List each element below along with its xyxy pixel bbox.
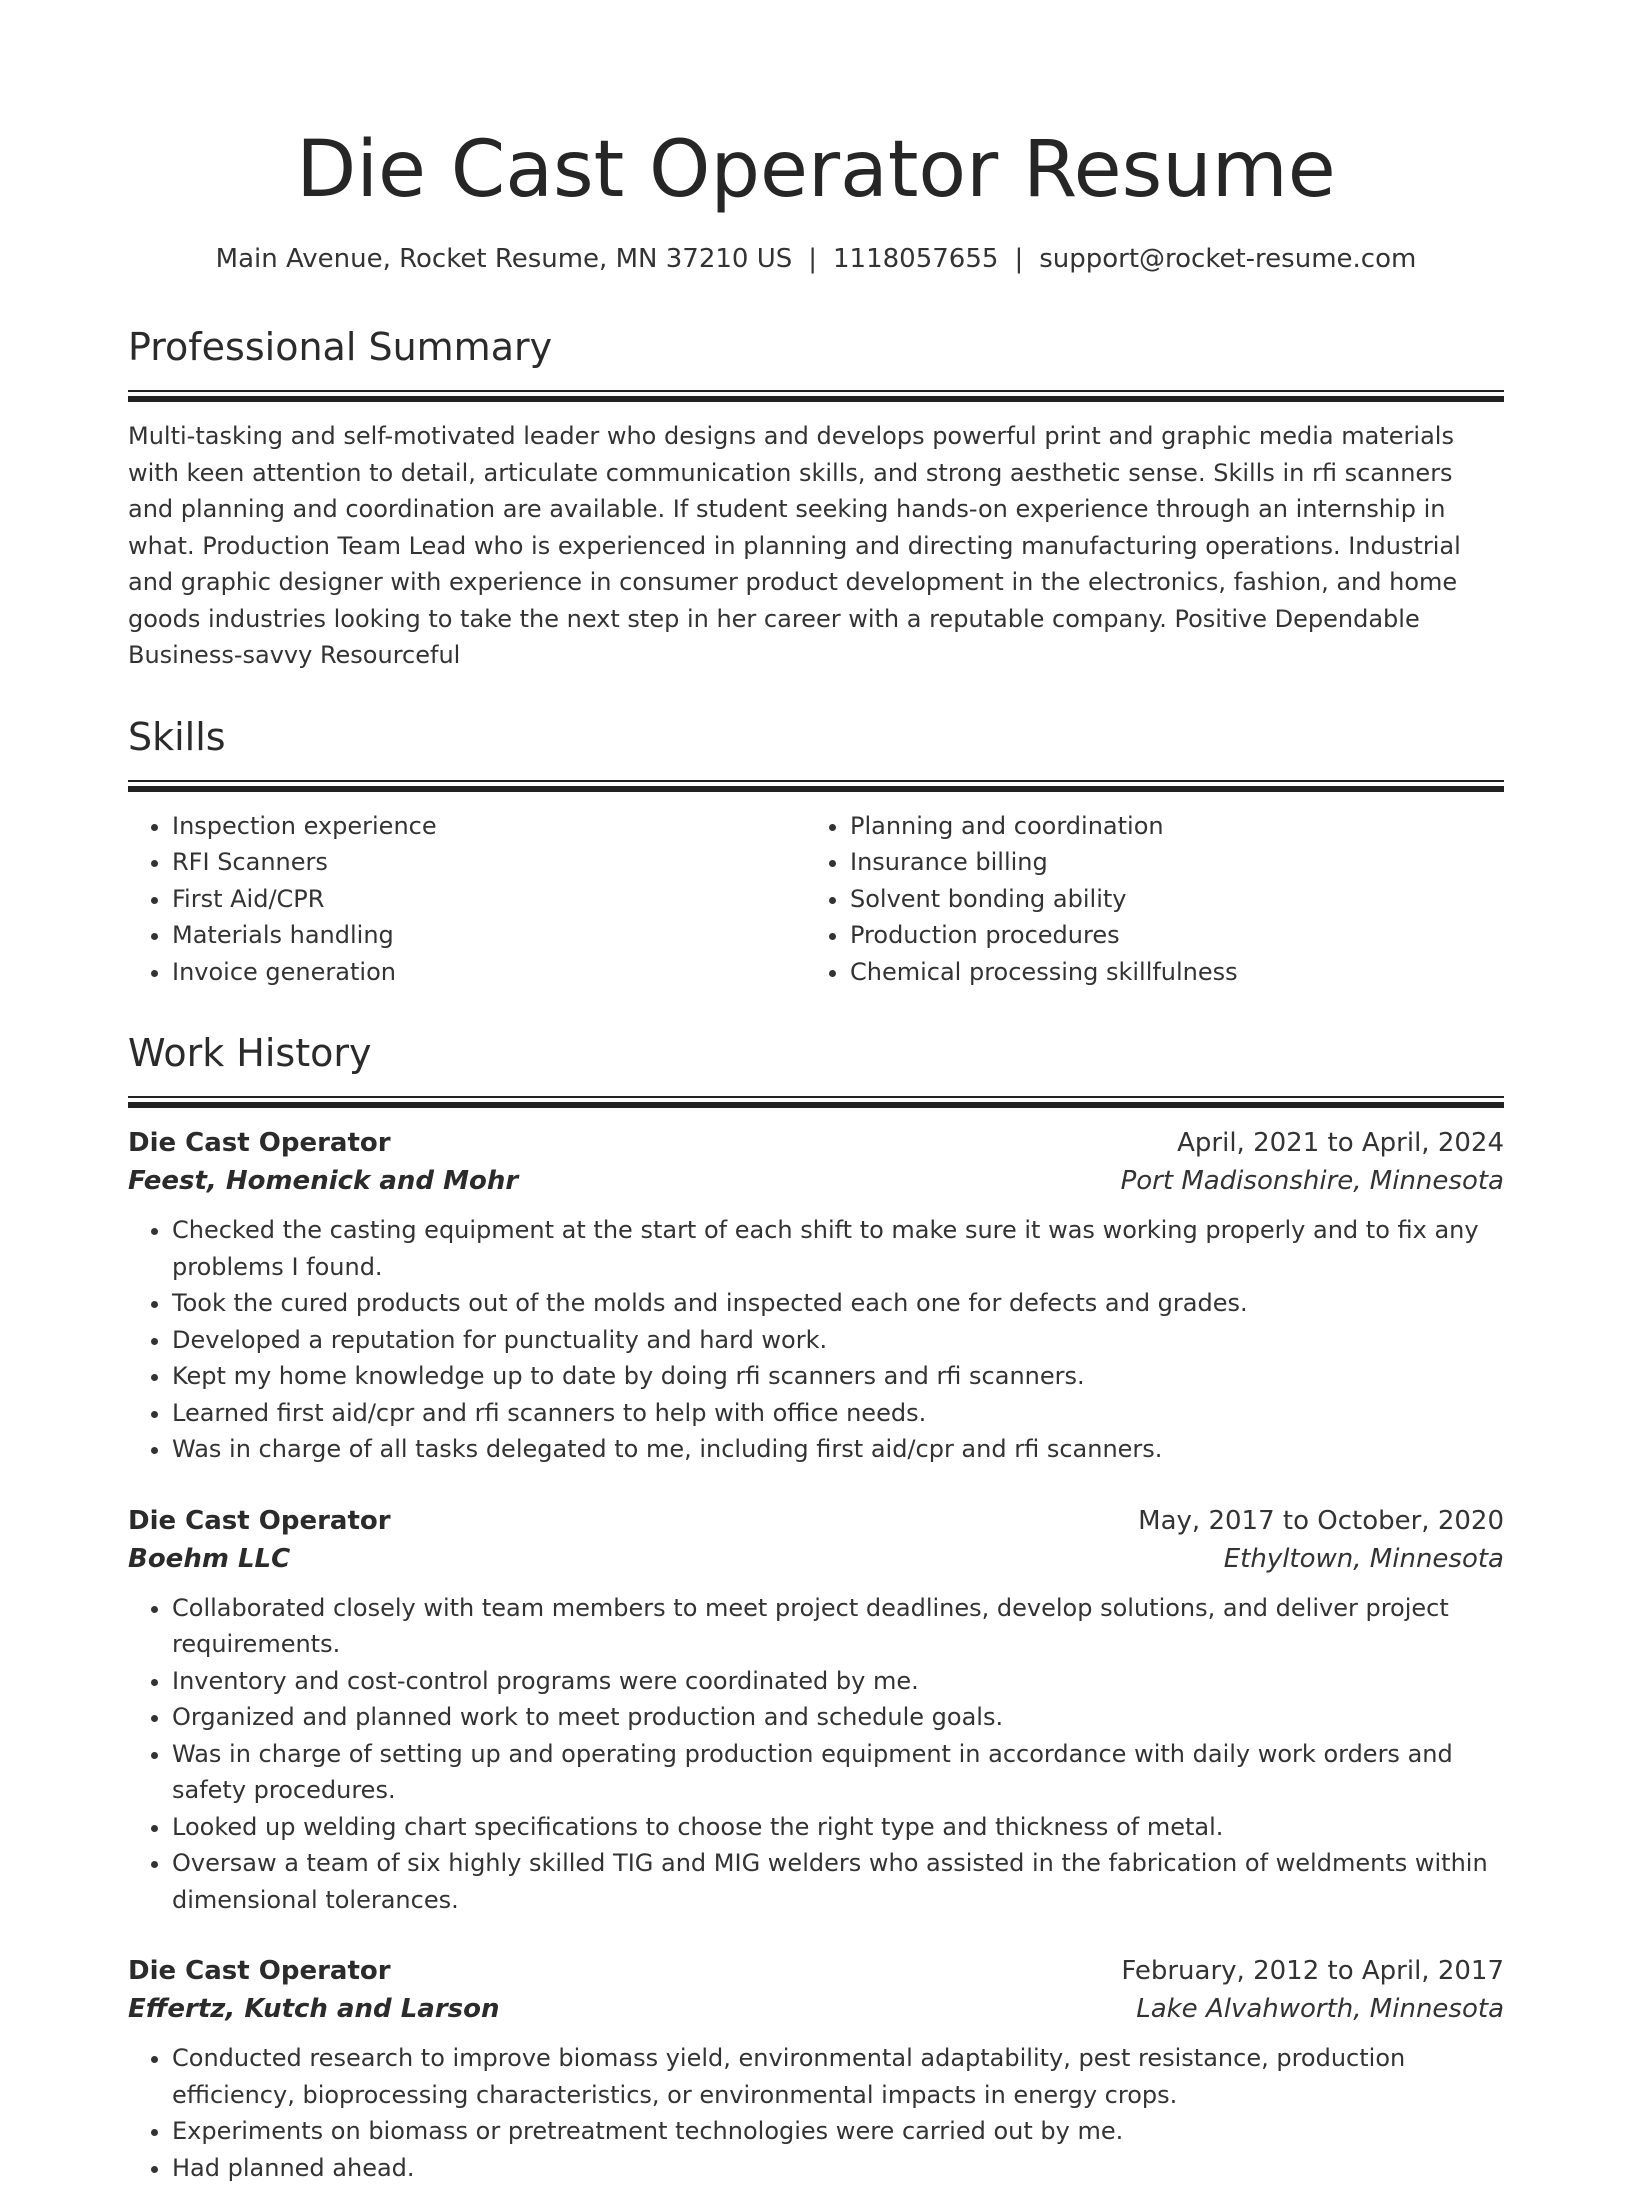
job-header	[128, 1502, 1504, 1540]
section-professional-summary	[128, 324, 1504, 674]
contact-address: Main Avenue, Rocket Resume, MN 37210 US	[216, 244, 793, 274]
section-divider	[128, 390, 1504, 402]
job-duty: • Conducted research to improve biomass yield, environmental adaptability, pest resistance, production efficiency, bioprocessing characteristics, or environmental impacts in energy crops.	[172, 2040, 1504, 2113]
contact-line	[128, 242, 1504, 276]
skills-right-list	[806, 808, 1484, 991]
job-duty: • Was in charge of all tasks delegated to me, including first aid/cpr and rfi scanners.	[172, 1431, 1504, 1468]
resume-page	[128, 0, 1504, 2186]
contact-email: support@rocket-resume.com	[1039, 244, 1416, 274]
job-company: Feest, Homenick and Mohr	[128, 1162, 518, 1200]
job-entry	[128, 1124, 1504, 1468]
summary-text: Multi-tasking and self-motivated leader who designs and develops powerful print and graphic media materials with keen attention to detail, articulate communication skills, and strong aesthetic sense. Skills in rfi scanners and planning and coordination are available. If student seeking hands-on experience through an internship in what. Production Team Lead who is experienced in planning and directing manufacturing operations. Industrial and graphic designer with experience in consumer product development in the electronics, fashion, and home goods industries looking to take the next step in her career with a reputable company. Positive Dependable Business-savvy Resourceful	[128, 418, 1504, 674]
job-duty: • Inventory and cost-control programs were coordinated by me.	[172, 1663, 1504, 1700]
skill-item: • Chemical processing skillfulness	[850, 954, 1484, 991]
job-duty: • Learned first aid/cpr and rfi scanners to help with office needs.	[172, 1395, 1504, 1432]
skill-item: • Invoice generation	[172, 954, 806, 991]
job-duty: • Kept my home knowledge up to date by doing rfi scanners and rfi scanners.	[172, 1358, 1504, 1395]
job-location: Ethyltown, Minnesota	[1224, 1540, 1504, 1578]
job-duties	[128, 1590, 1504, 1919]
job-company: Boehm LLC	[128, 1540, 290, 1578]
job-location: Lake Alvahworth, Minnesota	[1136, 1990, 1504, 2028]
skill-item: • Planning and coordination	[850, 808, 1484, 845]
job-title: Die Cast Operator	[128, 1124, 391, 1162]
job-duty: • Oversaw a team of six highly skilled TIG and MIG welders who assisted in the fabrication of weldments within dimensional tolerances.	[172, 1845, 1504, 1918]
job-subheader	[128, 1540, 1504, 1578]
job-entry	[128, 1952, 1504, 2186]
section-divider	[128, 1096, 1504, 1108]
skill-item: • RFI Scanners	[172, 844, 806, 881]
contact-phone: 1118057655	[833, 244, 998, 274]
job-dates: February, 2012 to April, 2017	[1121, 1952, 1504, 1990]
job-title: Die Cast Operator	[128, 1502, 391, 1540]
job-duties	[128, 1212, 1504, 1468]
section-heading: Work History	[128, 1030, 1504, 1076]
job-dates: May, 2017 to October, 2020	[1138, 1502, 1504, 1540]
page-title: Die Cast Operator Resume	[128, 120, 1504, 220]
skills-left-list	[128, 808, 806, 991]
skill-item: • Production procedures	[850, 917, 1484, 954]
job-duty: • Took the cured products out of the molds and inspected each one for defects and grades.	[172, 1285, 1504, 1322]
skill-item: • Inspection experience	[172, 808, 806, 845]
job-header	[128, 1952, 1504, 1990]
contact-separator: |	[808, 244, 817, 274]
job-dates: April, 2021 to April, 2024	[1177, 1124, 1504, 1162]
job-duty: • Had planned ahead.	[172, 2150, 1504, 2186]
skill-item: • Solvent bonding ability	[850, 881, 1484, 918]
job-duty: • Organized and planned work to meet production and schedule goals.	[172, 1699, 1504, 1736]
section-heading: Professional Summary	[128, 324, 1504, 370]
job-subheader	[128, 1990, 1504, 2028]
skill-item: • Insurance billing	[850, 844, 1484, 881]
job-entry	[128, 1502, 1504, 1919]
skills-columns	[128, 808, 1504, 991]
section-heading: Skills	[128, 714, 1504, 760]
skill-item: • Materials handling	[172, 917, 806, 954]
job-duty: • Looked up welding chart specifications to choose the right type and thickness of metal.	[172, 1809, 1504, 1846]
job-header	[128, 1124, 1504, 1162]
skill-item: • First Aid/CPR	[172, 881, 806, 918]
job-location: Port Madisonshire, Minnesota	[1121, 1162, 1504, 1200]
job-duty: • Was in charge of setting up and operating production equipment in accordance with daily work orders and safety procedures.	[172, 1736, 1504, 1809]
section-work-history	[128, 1030, 1504, 2186]
contact-separator: |	[1014, 244, 1023, 274]
job-duty: • Collaborated closely with team members to meet project deadlines, develop solutions, and deliver project requirements.	[172, 1590, 1504, 1663]
job-duty: • Developed a reputation for punctuality and hard work.	[172, 1322, 1504, 1359]
job-subheader	[128, 1162, 1504, 1200]
job-title: Die Cast Operator	[128, 1952, 391, 1990]
job-duty: • Experiments on biomass or pretreatment technologies were carried out by me.	[172, 2113, 1504, 2150]
job-duty: • Checked the casting equipment at the start of each shift to make sure it was working properly and to fix any problems I found.	[172, 1212, 1504, 1285]
job-duties	[128, 2040, 1504, 2186]
job-company: Effertz, Kutch and Larson	[128, 1990, 500, 2028]
section-divider	[128, 780, 1504, 792]
section-skills	[128, 714, 1504, 991]
